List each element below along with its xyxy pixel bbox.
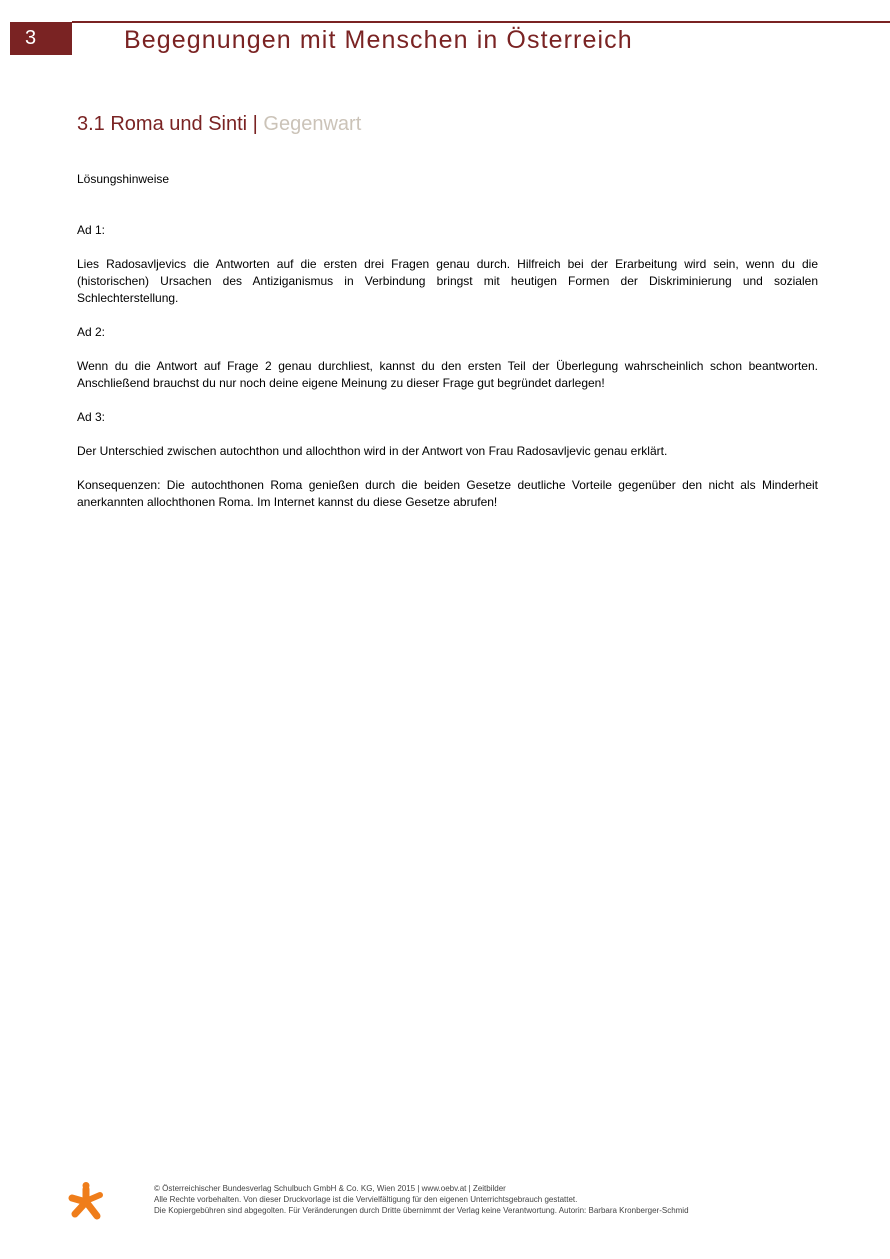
answer-label-2: Ad 2: <box>77 325 106 339</box>
oebv-logo-svg <box>66 1181 106 1221</box>
section-title: 3.1 Roma und Sinti | <box>77 113 258 135</box>
footer-line-1: © Österreichischer Bundesverlag Schulbuch GmbH & Co. KG, Wien 2015 | www.oebv.at | Zeitbilder <box>154 1184 506 1193</box>
oebv-logo-shape <box>72 1182 100 1216</box>
footer-line-3: Die Kopiergebühren sind abgegolten. Für Veränderungen durch Dritte übernimmt der Verlag keine Verantwortung. Autorin: Barbara Kronberger-Schmid <box>154 1206 689 1215</box>
answer-paragraph-2: Wenn du die Antwort auf Frage 2 genau durchliest, kannst du den ersten Teil der Überlegung wahrscheinlich schon beantworten. Anschließend brauchst du nur noch deine eigene Meinung zu dieser Frage gut begründet darlegen! <box>77 359 818 390</box>
footer-line-2: Alle Rechte vorbehalten. Von dieser Druckvorlage ist die Vervielfältigung für den eigenen Unterrichtsgebrauch gestattet. <box>154 1195 578 1204</box>
section-subtitle: Gegenwart <box>263 113 362 135</box>
answer-paragraph-3a: Der Unterschied zwischen autochthon und allochthon wird in der Antwort von Frau Radosavljevic genau erklärt. <box>77 444 668 458</box>
document-body <box>77 171 818 528</box>
section-heading <box>77 113 361 136</box>
answer-paragraph-3b: Konsequenzen: Die autochthonen Roma genießen durch die beiden Gesetze deutliche Vorteile gegenüber den nicht als Minderheit anerkannten allochthonen Roma. Im Internet kannst du diese Gesetze abrufen! <box>77 478 818 509</box>
header-rule <box>72 21 890 23</box>
copyright-footer <box>154 1183 689 1216</box>
solution-hints-heading: Lösungshinweise <box>77 172 170 186</box>
chapter-number-badge <box>10 22 72 55</box>
oebv-asterisk-logo-icon <box>66 1181 106 1221</box>
chapter-title: Begegnungen mit Menschen in Österreich <box>124 26 633 54</box>
chapter-number: 3 <box>25 27 37 49</box>
answer-label-3: Ad 3: <box>77 410 106 424</box>
answer-paragraph-1: Lies Radosavljevics die Antworten auf die ersten drei Fragen genau durch. Hilfreich bei der Erarbeitung wird sein, wenn du die (historischen) Ursachen des Antiziganismus in Verbindung bringst mit heutigen Formen der Diskriminierung und sozialen Schlechterstellung. <box>77 257 818 305</box>
answer-label-1: Ad 1: <box>77 223 106 237</box>
